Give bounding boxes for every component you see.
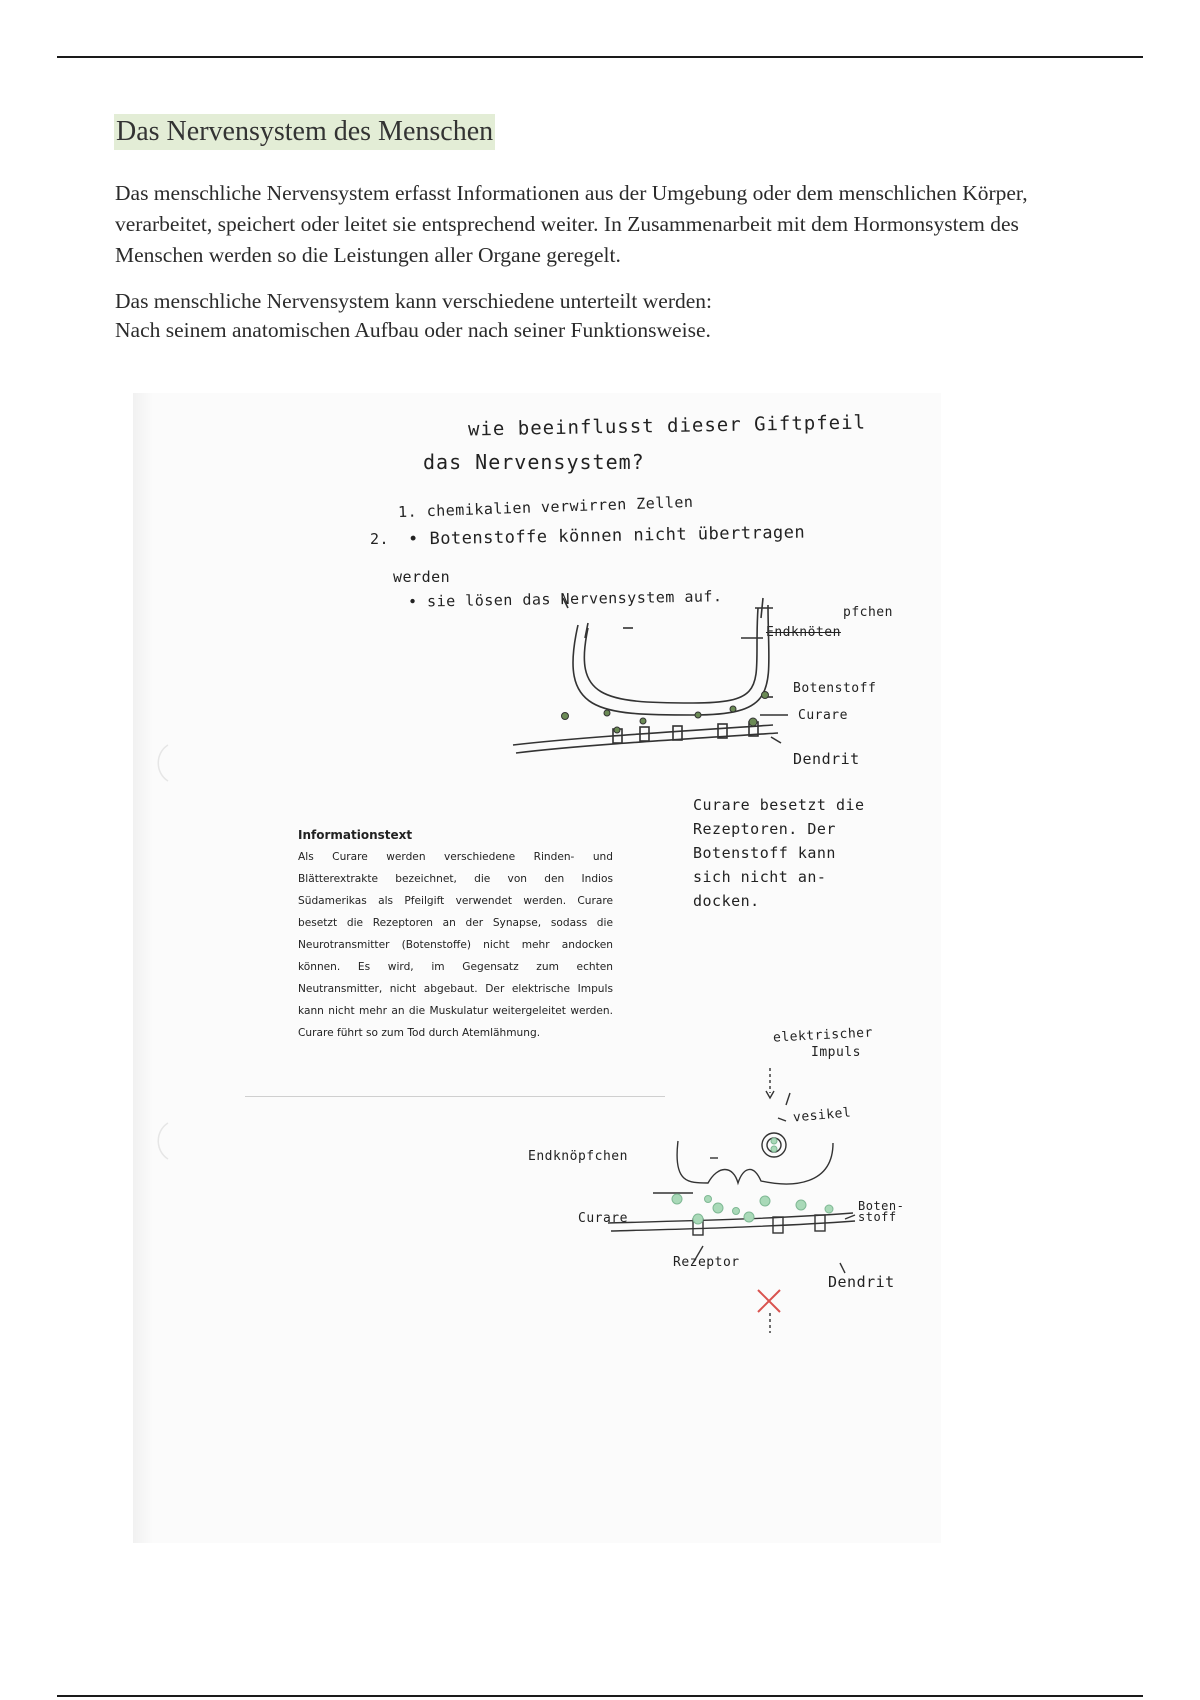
synapse-diagram-1 bbox=[513, 598, 788, 753]
intro-paragraph: Das menschliche Nervensystem erfasst Informationen aus der Umgebung oder dem menschlichen Körper, verarbeitet, speichert oder leitet sie entsprechend weiter. In Zusammenarbeit mit dem Hormonsystem des Menschen werden so die Leistungen aller Organe geregelt. bbox=[115, 181, 1028, 267]
top-rule bbox=[57, 56, 1143, 58]
page-title: Das Nervensystem des Menschen bbox=[114, 114, 495, 150]
bottom-rule bbox=[57, 1695, 1143, 1697]
answer-2a-continued: werden bbox=[393, 568, 451, 586]
question-line-2: das Nervensystem? bbox=[423, 450, 645, 474]
diagram2-label-curare: Curare bbox=[578, 1211, 628, 1226]
diagram2-label-dendrit: Dendrit bbox=[828, 1273, 895, 1291]
scan-punch-marks bbox=[158, 745, 168, 1159]
diagram1-label-dendrit: Dendrit bbox=[793, 750, 860, 768]
information-text-heading: Informationstext bbox=[298, 828, 413, 842]
synapse-drawings bbox=[133, 393, 941, 1543]
information-text-body: Als Curare werden verschiedene Rinden- und Blätterextrakte bezeichnet, die von den Indios Südamerikas als Pfeilgift verwendet werden. Curare besetzt die Rezeptoren an der Synapse, sodass die Neurotransmitter (Botenstoffe) nicht mehr andocken können. Es wird, im Gegensatz zum echten Neutransmitter, nicht abgebaut. Der elektrische Impuls kann nicht mehr an die Muskulatur weitergeleitet werden. Curare führt so zum Tod durch Atemlähmung. bbox=[298, 851, 613, 1039]
blocked-signal-cross bbox=[758, 1290, 780, 1312]
answer-2-number: 2. bbox=[370, 530, 390, 548]
diagram2-label-impuls-2: Impuls bbox=[811, 1045, 861, 1060]
curare-note: Curare besetzt die Rezeptoren. Der Botenstoff kann sich nicht an- docken. bbox=[693, 796, 865, 910]
classification-line-2: Nach seinem anatomischen Aufbau oder nach seiner Funktionsweise. bbox=[115, 318, 711, 342]
scanned-worksheet-image bbox=[133, 393, 941, 1543]
answer-2b: • sie lösen das Nervensystem auf. bbox=[407, 587, 723, 611]
diagram2-label-rezeptor: Rezeptor bbox=[673, 1255, 740, 1270]
diagram1-label-curare: Curare bbox=[798, 708, 848, 723]
diagram1-label-endknoepfchen: Endknöten bbox=[766, 625, 841, 640]
diagram2-label-vesikel: vesikel bbox=[792, 1105, 852, 1126]
answer-1: 1. chemikalien verwirren Zellen bbox=[397, 492, 694, 522]
synapse-diagram-2 bbox=[608, 1068, 855, 1333]
classification-line-1: Das menschliche Nervensystem kann verschiedene unterteilt werden: bbox=[115, 289, 713, 313]
question-line-1: wie beeinflusst dieser Giftpfeil bbox=[467, 411, 867, 441]
diagram2-label-endknoepfchen: Endknöpfchen bbox=[528, 1149, 628, 1164]
diagram1-label-botenstoff: Botenstoff bbox=[793, 681, 877, 696]
diagram2-label-botenstoff: Boten- stoff bbox=[858, 1199, 905, 1224]
diagram2-label-impuls-1: elektrischer bbox=[772, 1025, 874, 1046]
answer-2a: • Botenstoffe können nicht übertragen bbox=[407, 522, 806, 550]
classification-paragraph bbox=[115, 287, 1075, 345]
diagram1-label-pfchen: pfchen bbox=[843, 605, 893, 620]
